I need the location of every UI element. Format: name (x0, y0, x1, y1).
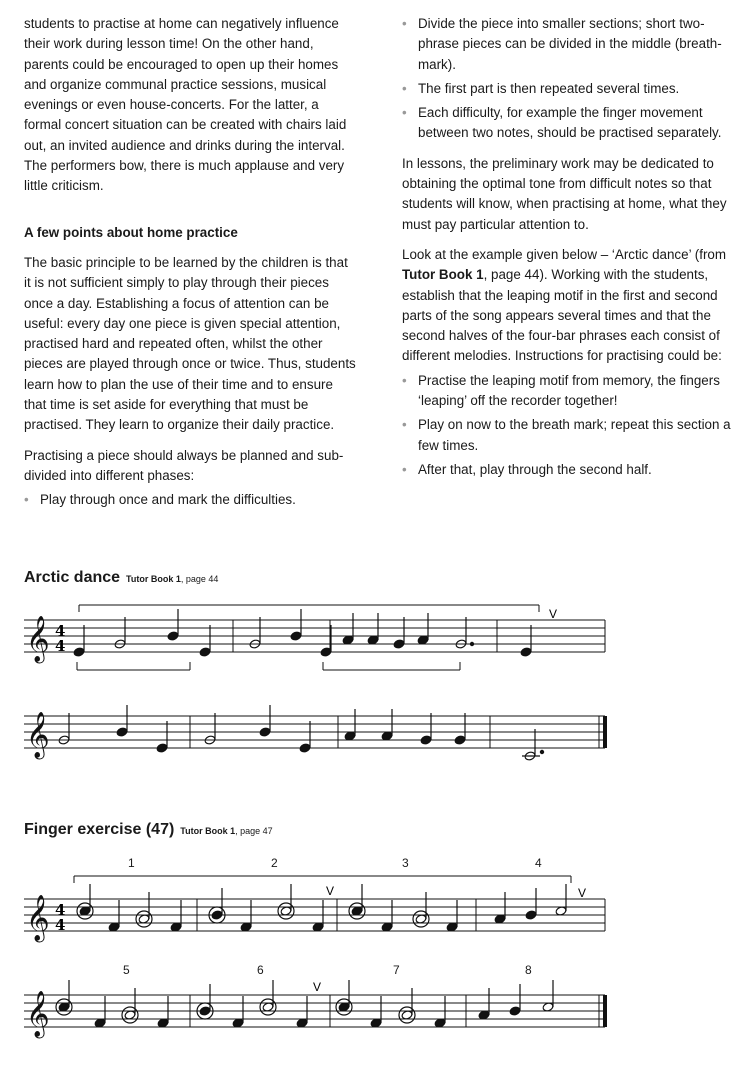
book-reference: Tutor Book 1 (402, 267, 484, 283)
bullet-item: • Each difficulty, for example the finger movement between two notes, should be practised separately. (402, 103, 736, 144)
paragraph: Practising a piece should always be planned and sub-divided into different phases: (24, 447, 344, 483)
breath-mark: V (578, 886, 587, 900)
svg-text:4: 4 (55, 622, 66, 640)
bullet-item: • The first part is then repeated several times. (402, 79, 736, 99)
svg-text:4: 4 (55, 916, 66, 934)
svg-text:𝄞: 𝄞 (26, 895, 50, 941)
svg-text:𝄞: 𝄞 (26, 616, 50, 662)
breath-mark: V (549, 607, 558, 621)
arctic-dance-score (0, 600, 750, 800)
bullet-item: • Play on now to the breath mark; repeat this section a few times. (402, 415, 736, 456)
bar-number: 5 (123, 963, 130, 977)
left-column (24, 14, 357, 511)
bar-number: 2 (271, 856, 278, 870)
paragraph: Look at the example given below – ‘Arctic dance’ (from Tutor Book 1, page 44). Working with the students, establish that the leaping motif in the first and second parts of the song appears several times and that the second halves of the four-bar phrases each consist of different melodies. Instructions for practising could be: (402, 246, 727, 364)
bar-number: 6 (257, 963, 264, 977)
paragraph: In lessons, the preliminary work may be dedicated to obtaining the optimal tone from difficult notes so that students will know, when practising at home, what they must pay particular attention to. (402, 155, 727, 232)
paragraph: students to practise at home can negatively influence their work during lesson time! On the other hand, parents could be encouraged to open up their homes and organize communal practice sessions, musical evenings or even house-concerts. For the latter, a formal concert situation can be created with chairs laid out, an invited audience and drinks during the interval. The performers bow, there is much applause and very little criticism. (24, 16, 347, 194)
arctic-dance-title: Arctic dance Tutor Book 1, page 44 (24, 569, 219, 586)
finger-exercise-score (0, 865, 750, 1065)
breath-mark: V (326, 884, 335, 898)
breath-mark: V (313, 980, 322, 994)
bullet-item: • Practise the leaping motif from memory, the fingers ‘leaping’ off the recorder together! (402, 371, 736, 412)
right-column (402, 14, 736, 480)
svg-text:𝄞: 𝄞 (26, 712, 50, 758)
bar-number: 1 (128, 856, 135, 870)
bar-number: 7 (393, 963, 400, 977)
bar-number: 3 (402, 856, 409, 870)
section-heading: A few points about home practice (24, 224, 238, 240)
svg-text:𝄞: 𝄞 (26, 991, 50, 1037)
svg-text:4: 4 (55, 901, 66, 919)
finger-exercise-title: Finger exercise (47) Tutor Book 1, page 47 (24, 821, 273, 838)
bullet-item: • Divide the piece into smaller sections; short two-phrase pieces can be divided in the middle (breath-mark). (402, 14, 736, 75)
paragraph: The basic principle to be learned by the children is that it is not sufficient simply to play through their pieces once a day. Establishing a focus of attention can be useful: every day one piece is given special attention, practised hard and repeated often, whilst the other pieces are played through once or twice. Thus, students learn how to plan the use of their time and to ensure that time is set aside for everything that must be practised. They learn to organize their daily practice. (24, 254, 356, 433)
bar-number: 4 (535, 856, 542, 870)
svg-text:4: 4 (55, 637, 66, 655)
bullet-item: • Play through once and mark the difficulties. (24, 490, 357, 510)
bullet-item: • After that, play through the second half. (402, 460, 736, 480)
bar-number: 8 (525, 963, 532, 977)
